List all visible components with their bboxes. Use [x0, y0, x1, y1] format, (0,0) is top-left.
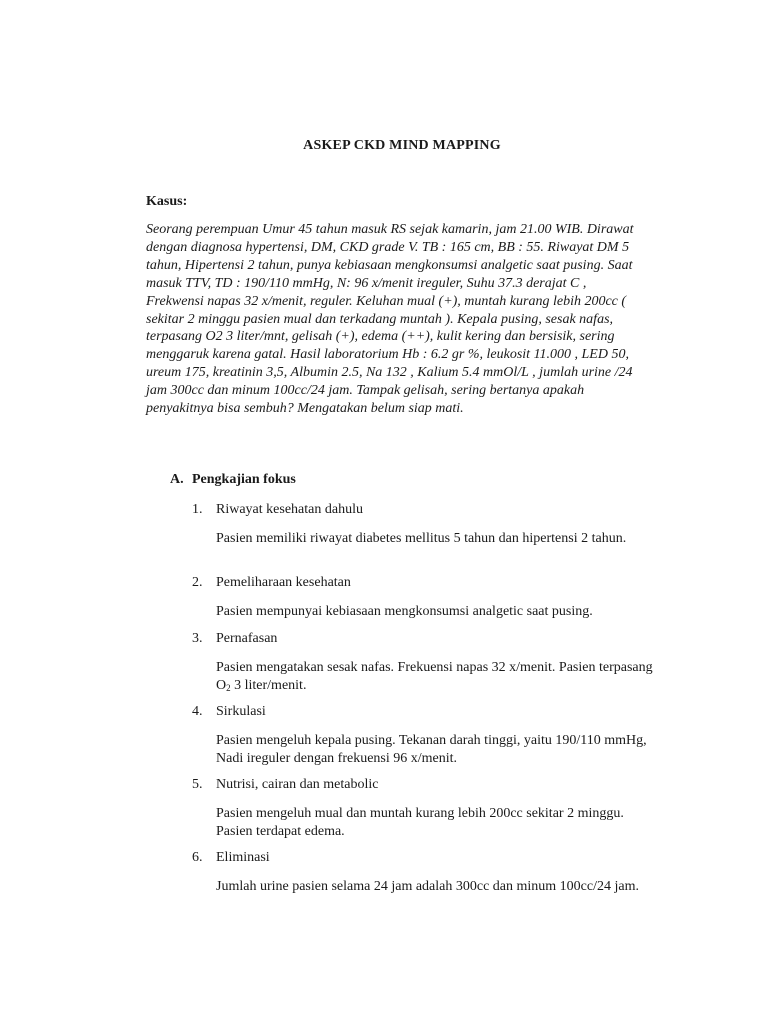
list-item-title — [192, 575, 652, 591]
case-description: Seorang perempuan Umur 45 tahun masuk RS sejak kamarin, jam 21.00 WIB. Dirawat dengan diagnosa hypertensi, DM, CKD grade V. TB : 165 cm, BB : 55. Riwayat DM 5 tahun, Hipertensi 2 tahun, punya kebiasaan mengkonsumsi analgetic saat pusing. Saat masuk TTV, TD : 190/110 mmHg, N: 96 x/menit ireguler, Suhu 37.3 derajat C , Frekwensi napas 32 x/menit, reguler. Keluhan mual (+), muntah kurang lebih 200cc ( sekitar 2 minggu pasien mual dan terkadang muntah ). Kepala pusing, sesak nafas, terpasang O2 3 liter/mnt, gelisah (+), edema (++), kulit kering dan bersisik, sering menggaruk karena gatal. Hasil laboratorium Hb : 6.2 gr %, leukosit 11.000 , LED 50, ureum 175, kreatinin 3,5, Albumin 2.5, Na 132 , Kalium 5.4 mmOl/L , jumlah urine /24 jam 300cc dan minum 100cc/24 jam. Tampak gelisah, sering bertanya apakah penyakitnya bisa sembuh? Mengatakan belum siap mati. — [146, 222, 634, 417]
item-number: 1. — [192, 502, 203, 517]
list-item-body: Pasien memiliki riwayat diabetes mellitus 5 tahun dan hipertensi 2 tahun. — [216, 531, 627, 546]
list-item-title — [192, 850, 652, 866]
list-item-title — [192, 502, 652, 518]
list-item-body — [216, 659, 656, 695]
list-item-body: Pasien mengeluh kepala pusing. Tekanan darah tinggi, yaitu 190/110 mmHg, Nadi ireguler dengan frekuensi 96 x/menit. — [216, 733, 647, 766]
item-number: 5. — [192, 777, 203, 792]
item-number: 6. — [192, 850, 203, 865]
item-title: Pernafasan — [216, 631, 278, 646]
section-letter: A. — [170, 472, 184, 487]
list-item-body: Pasien mempunyai kebiasaan mengkonsumsi analgetic saat pusing. — [216, 604, 593, 619]
list-item-body: Pasien mengeluh mual dan muntah kurang lebih 200cc sekitar 2 minggu. Pasien terdapat edema. — [216, 806, 624, 839]
section-heading — [170, 472, 296, 488]
item-body-text: Pasien mengatakan sesak nafas. Frekuensi napas 32 x/menit. Pasien terpasang O — [216, 660, 653, 693]
list-item-title — [192, 704, 652, 720]
case-label: Kasus: — [146, 194, 188, 209]
item-body-text-end: 3 liter/menit. — [230, 678, 307, 693]
list-item-title — [192, 631, 652, 647]
list-item-body: Jumlah urine pasien selama 24 jam adalah 300cc dan minum 100cc/24 jam. — [216, 879, 639, 894]
oxygen-subscript: 2 — [226, 683, 231, 693]
item-title: Sirkulasi — [216, 704, 266, 719]
document-title: ASKEP CKD MIND MAPPING — [303, 138, 501, 153]
item-title: Nutrisi, cairan dan metabolic — [216, 777, 379, 792]
item-title: Riwayat kesehatan dahulu — [216, 502, 363, 517]
item-number: 4. — [192, 704, 203, 719]
list-item-title — [192, 777, 652, 793]
item-number: 2. — [192, 575, 203, 590]
section-title: Pengkajian fokus — [192, 472, 296, 487]
item-title: Pemeliharaan kesehatan — [216, 575, 351, 590]
item-number: 3. — [192, 631, 203, 646]
item-title: Eliminasi — [216, 850, 270, 865]
